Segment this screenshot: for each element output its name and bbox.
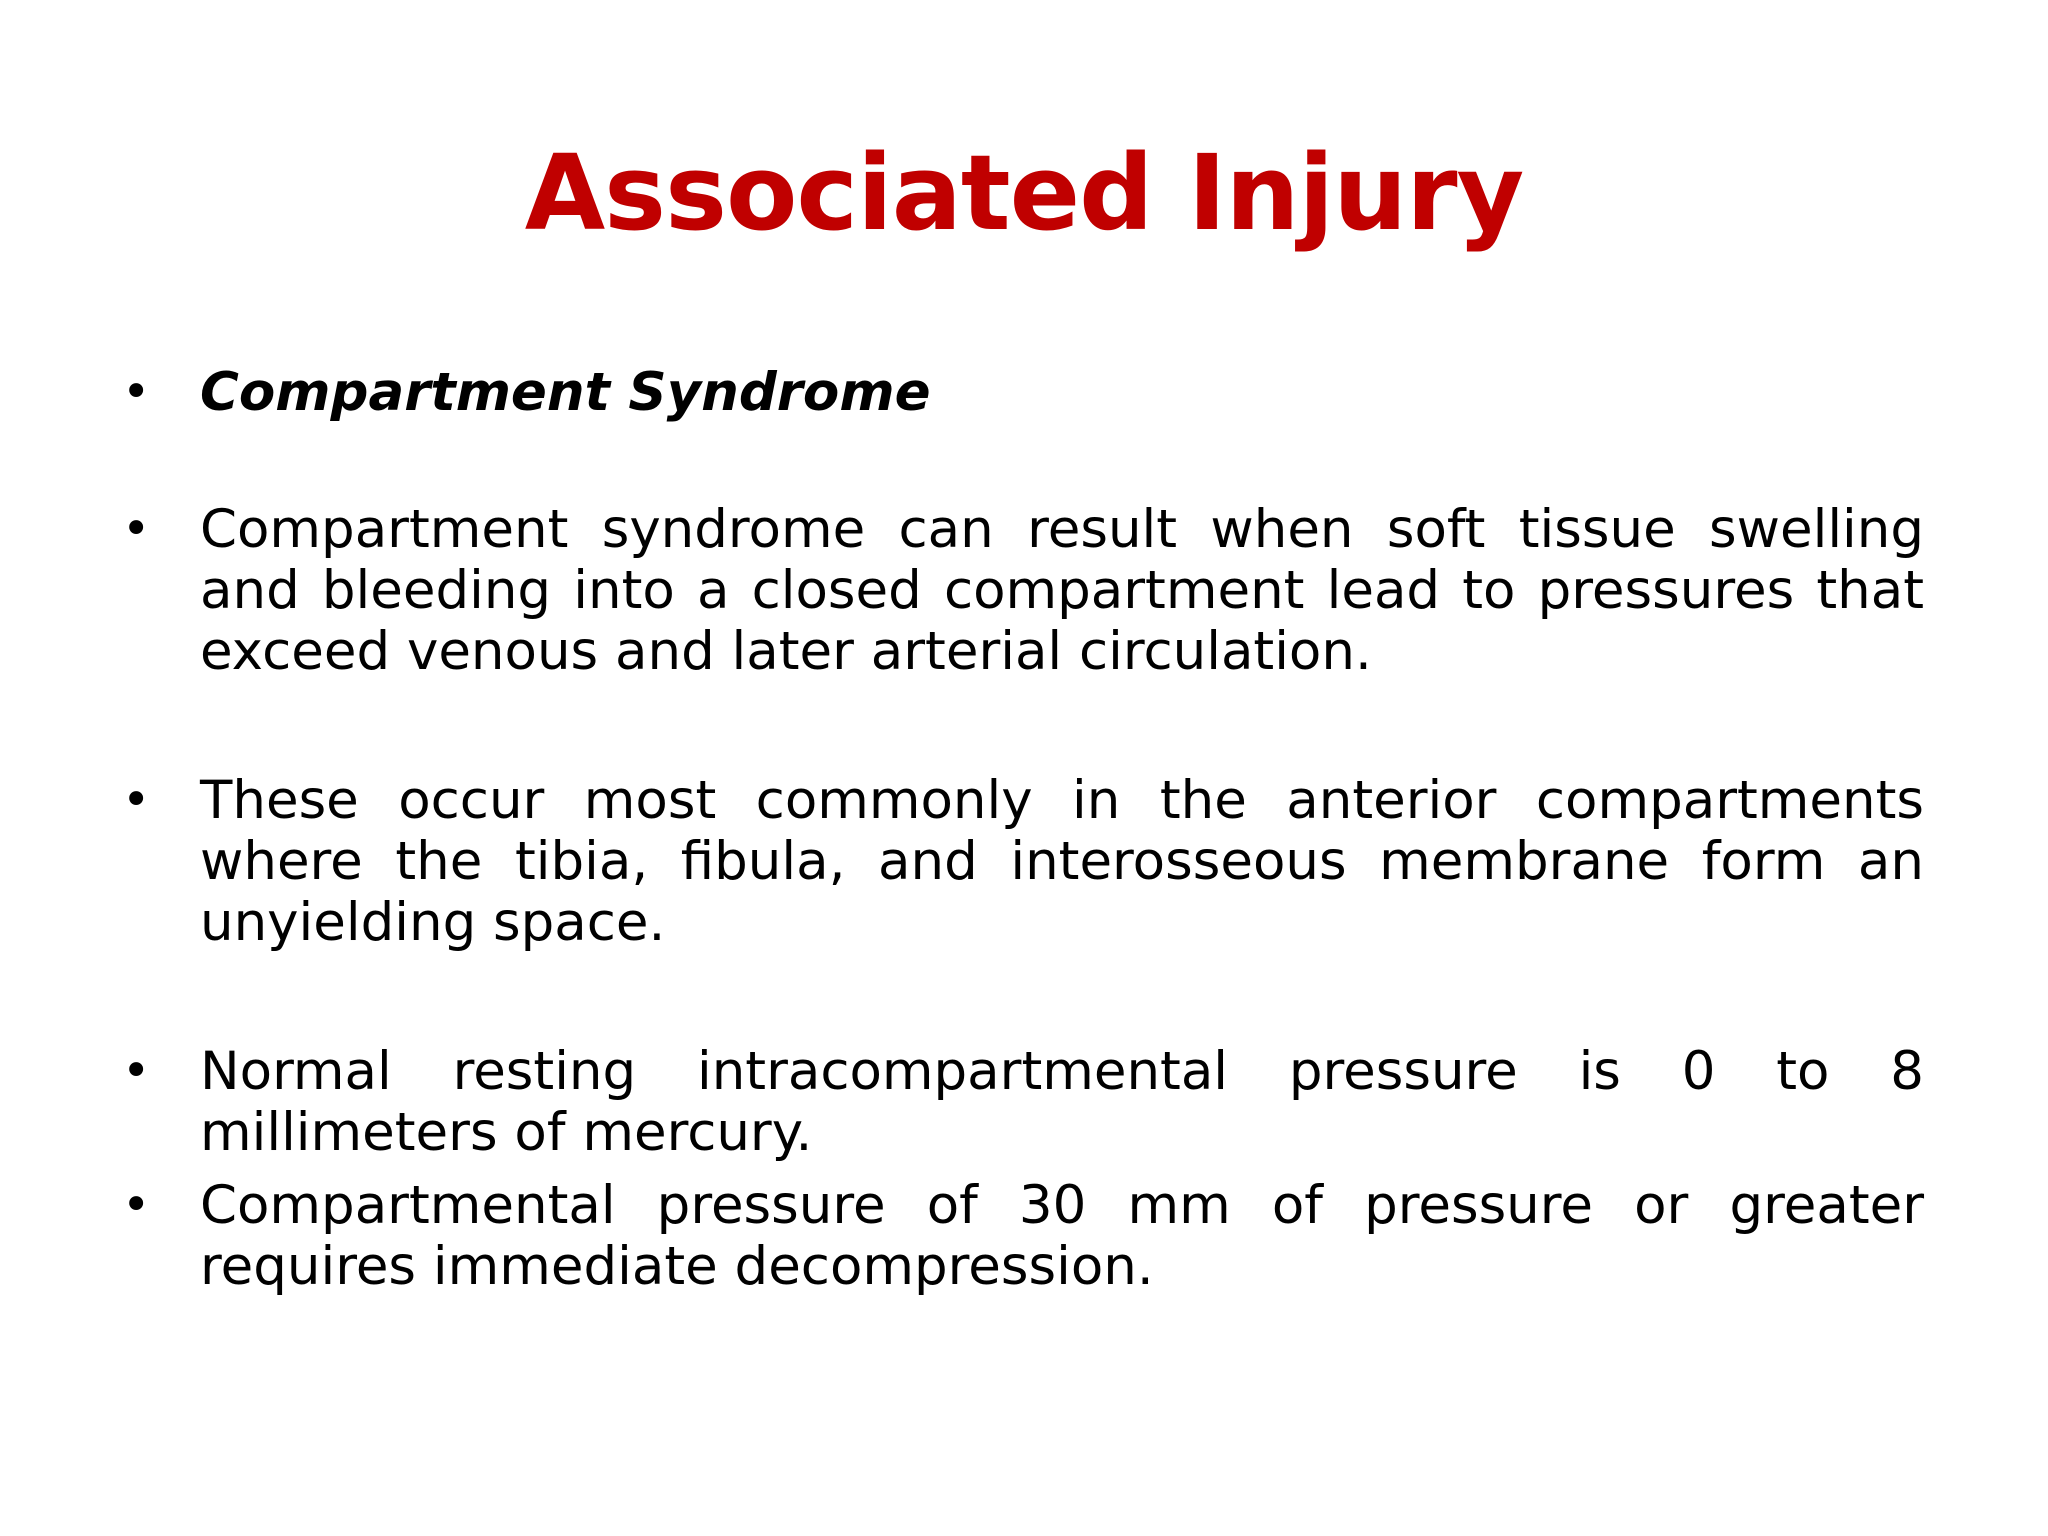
bullet-item — [122, 1175, 1924, 1297]
bullet-text: Compartmental pressure of 30 mm of pressure or greater requires immediate decompression. — [200, 1175, 1924, 1297]
slide-title: Associated Injury — [524, 132, 1524, 254]
bullet-text: These occur most commonly in the anterior compartments where the tibia, fibula, and interosseous membrane form an unyielding space. — [200, 770, 1924, 953]
bullet-icon: • — [122, 772, 151, 828]
bullet-text: Compartment Syndrome — [200, 362, 931, 423]
bullet-item-heading — [122, 362, 1924, 423]
bullet-icon: • — [122, 1177, 151, 1233]
bullet-icon: • — [122, 364, 151, 420]
bullet-icon: • — [122, 501, 151, 557]
bullet-item — [122, 499, 1924, 682]
bullet-item — [122, 770, 1924, 953]
bullet-text: Normal resting intracompartmental pressure is 0 to 8 millimeters of mercury. — [200, 1041, 1924, 1163]
bullet-text: Compartment syndrome can result when soft tissue swelling and bleeding into a closed compartment lead to pressures that exceed venous and later arterial circulation. — [200, 499, 1924, 682]
bullet-item — [122, 1041, 1924, 1163]
bullet-icon: • — [122, 1043, 151, 1099]
